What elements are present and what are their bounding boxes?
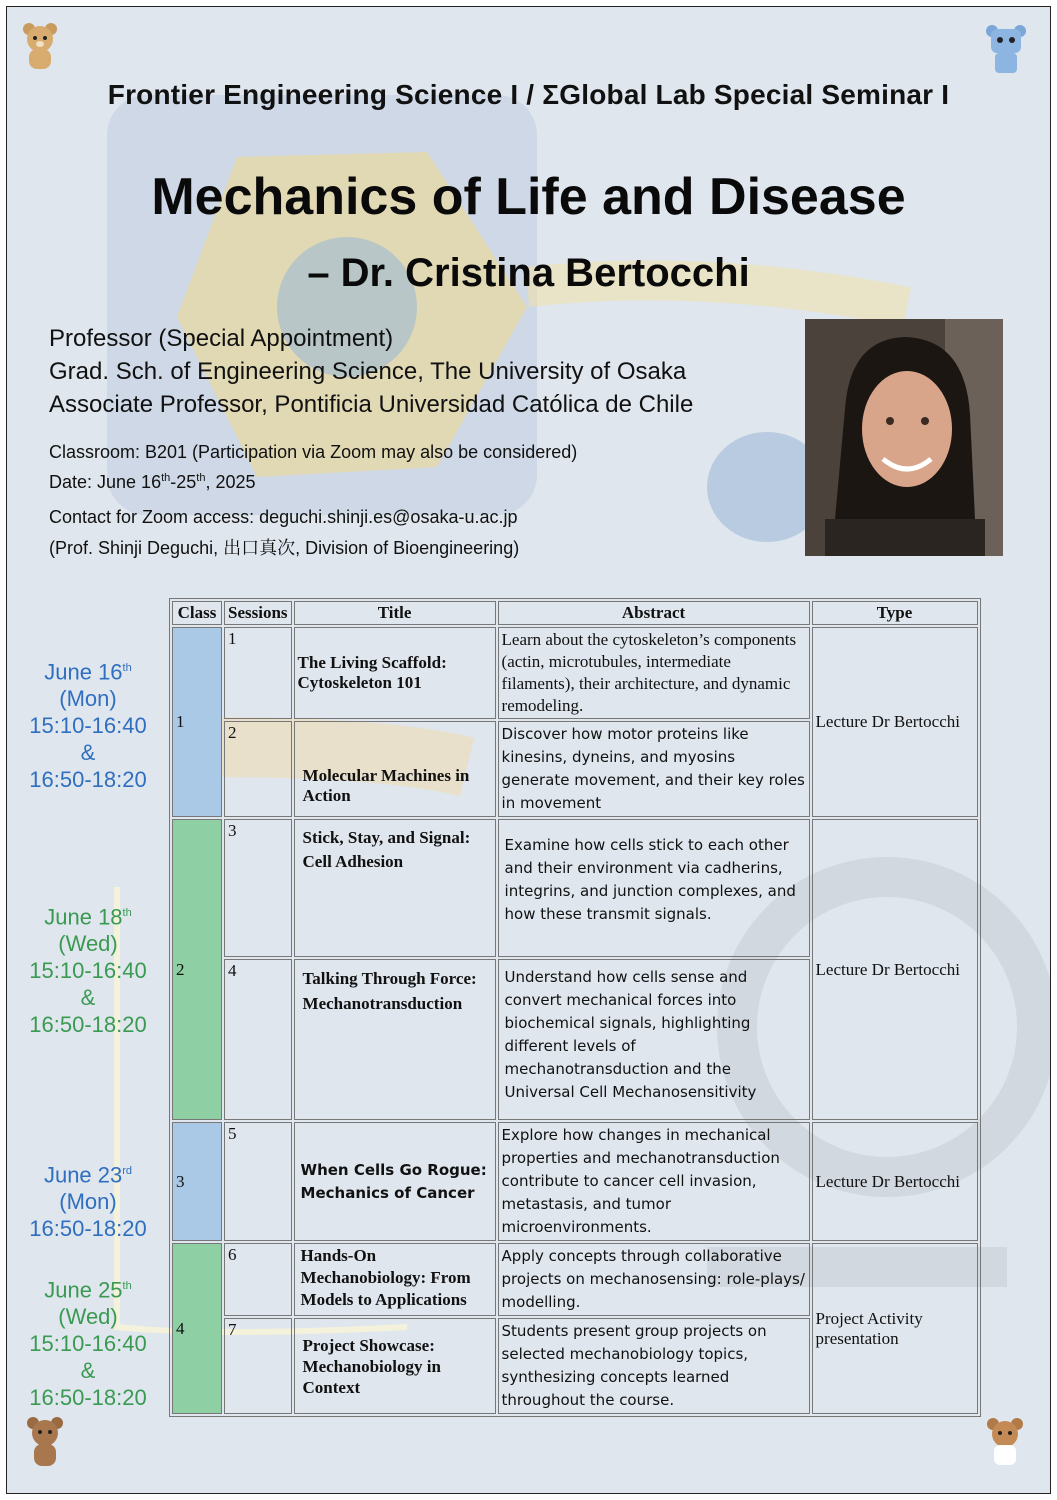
session-number: 1 xyxy=(224,627,292,719)
table-row xyxy=(172,1122,978,1241)
date-block-class-3: June 23rd (Mon) 16:50-18:20 xyxy=(29,1162,147,1242)
speaker-photo xyxy=(805,319,1003,556)
classroom-info: Classroom: B201 (Participation via Zoom may also be considered) xyxy=(49,442,578,462)
bear-icon xyxy=(21,21,59,71)
session-type: Lecture Dr Bertocchi xyxy=(812,1122,978,1241)
session-title: Molecular Machines in Action xyxy=(294,721,496,817)
column-header: Title xyxy=(294,601,496,625)
poster xyxy=(6,6,1051,1494)
affiliation-line: Professor (Special Appointment) xyxy=(49,325,394,352)
affiliation-line: Grad. Sch. of Engineering Science, The University of Osaka xyxy=(49,358,687,385)
contact-person: (Prof. Shinji Deguchi, 出口真次, Division of Bioengineering) xyxy=(49,538,520,558)
session-abstract: Apply concepts through collaborative projects on mechanosensing: role-plays/ modelling. xyxy=(498,1243,810,1316)
session-abstract: Students present group projects on selected mechanobiology topics, synthesizing concepts learned throughout the course. xyxy=(498,1318,810,1414)
class-number: 3 xyxy=(172,1122,222,1241)
bear-icon xyxy=(25,1413,65,1469)
schedule-table xyxy=(169,598,981,1417)
session-number: 6 xyxy=(224,1243,292,1316)
session-abstract: Examine how cells stick to each other and their environment via cadherins, integrins, and junction complexes, and how these transmit signals. xyxy=(498,819,810,957)
seminar-series: Frontier Engineering Science I / ΣGlobal Lab Special Seminar I xyxy=(107,79,950,110)
session-abstract: Learn about the cytoskeleton’s components (actin, microtubules, intermediate filaments), their architecture, and dynamic remodeling. xyxy=(498,627,810,719)
table-row xyxy=(172,819,978,957)
session-title: Hands-On Mechanobiology: From Models to Applications xyxy=(294,1243,496,1316)
session-type: Lecture Dr Bertocchi xyxy=(812,627,978,817)
date-block-class-2: June 18th (Wed) 15:10-16:40 & 16:50-18:20 xyxy=(29,904,147,1038)
date-block-class-1: June 16th (Mon) 15:10-16:40 & 16:50-18:20 xyxy=(29,659,147,793)
page-title: Mechanics of Life and Disease xyxy=(151,168,906,226)
contact-info: Contact for Zoom access: deguchi.shinji.es@osaka-u.ac.jp xyxy=(49,507,518,527)
date-info: Date: June 16th-25th, 2025 xyxy=(49,472,256,492)
session-number: 5 xyxy=(224,1122,292,1241)
robot-bear-icon xyxy=(985,23,1027,75)
class-number: 2 xyxy=(172,819,222,1120)
speaker-name: – Dr. Cristina Bertocchi xyxy=(307,251,750,295)
session-number: 2 xyxy=(224,721,292,817)
table-row xyxy=(172,627,978,719)
session-title: Talking Through Force: Mechanotransduction xyxy=(294,959,496,1120)
session-number: 7 xyxy=(224,1318,292,1414)
scientist-bear-icon xyxy=(985,1415,1025,1467)
session-abstract: Understand how cells sense and convert mechanical forces into biochemical signals, highlighting different levels of mechanotransduction and the Universal Cell Mechanosensitivity xyxy=(498,959,810,1120)
class-number: 4 xyxy=(172,1243,222,1414)
session-number: 3 xyxy=(224,819,292,957)
class-number: 1 xyxy=(172,627,222,817)
table-header-row xyxy=(172,601,978,625)
session-type: Lecture Dr Bertocchi xyxy=(812,819,978,1120)
session-type: Project Activity presentation xyxy=(812,1243,978,1414)
session-title: Stick, Stay, and Signal: Cell Adhesion xyxy=(294,819,496,957)
session-number: 4 xyxy=(224,959,292,1120)
session-title: When Cells Go Rogue: Mechanics of Cancer xyxy=(294,1122,496,1241)
session-title: The Living Scaffold: Cytoskeleton 101 xyxy=(294,627,496,719)
session-abstract: Explore how changes in mechanical properties and mechanotransduction contribute to cancer cell invasion, metastasis, and tumor microenvironments. xyxy=(498,1122,810,1241)
session-abstract: Discover how motor proteins like kinesins, dyneins, and myosins generate movement, and their key roles in movement xyxy=(498,721,810,817)
table-row xyxy=(172,1243,978,1316)
affiliation-line: Associate Professor, Pontificia Universidad Católica de Chile xyxy=(49,391,694,418)
column-header: Class xyxy=(172,601,222,625)
column-header: Abstract xyxy=(498,601,810,625)
session-title: Project Showcase: Mechanobiology in Context xyxy=(294,1318,496,1414)
column-header: Type xyxy=(812,601,978,625)
date-block-class-4: June 25th (Wed) 15:10-16:40 & 16:50-18:20 xyxy=(29,1277,147,1411)
column-header: Sessions xyxy=(224,601,292,625)
